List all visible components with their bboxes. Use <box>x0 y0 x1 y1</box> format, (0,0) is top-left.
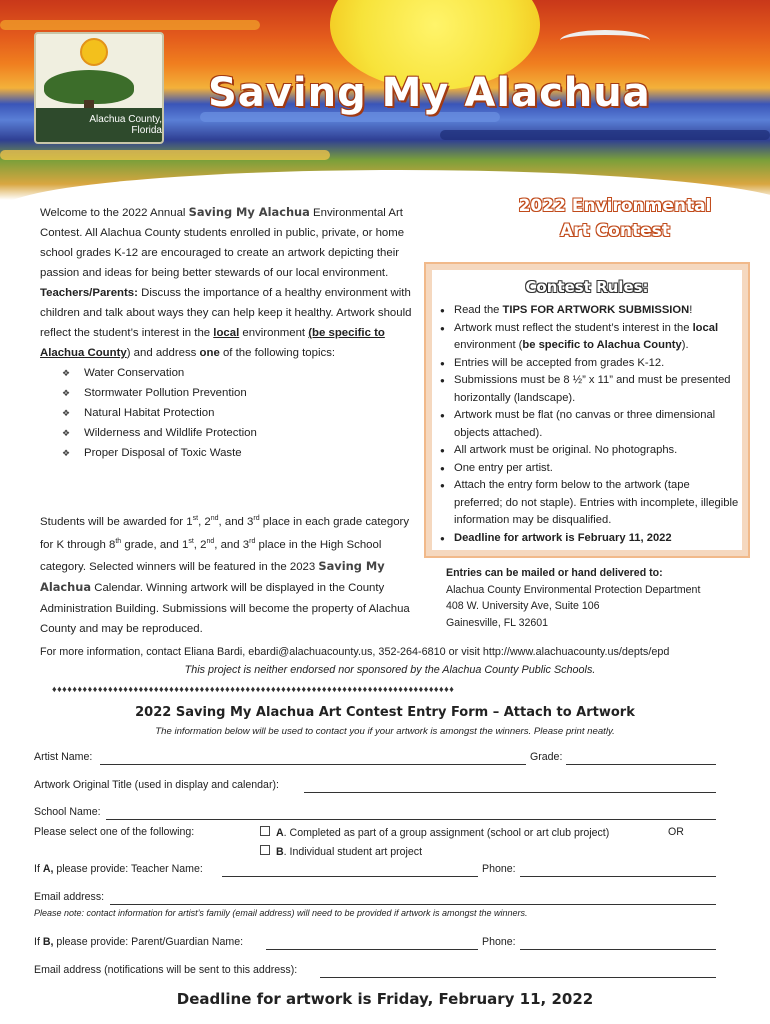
artwork-title-row <box>34 779 724 795</box>
rule-item: ● Entries will be accepted from grades K-12. <box>440 355 740 373</box>
contest-rules-box <box>424 262 750 558</box>
parent-row <box>34 936 724 952</box>
entry-form-title: 2022 Saving My Alachua Art Contest Entry Form – Attach to Artwork <box>135 705 635 720</box>
artist-name-label: Artist Name: <box>34 751 93 763</box>
address-line: Alachua County Environmental Protection Department <box>446 583 701 596</box>
mailing-address <box>446 565 746 631</box>
page-title: Saving My Alachua <box>208 70 651 116</box>
phone-label: Phone: <box>482 863 516 875</box>
grade-label: Grade: <box>530 751 563 763</box>
contest-heading-line2: Art Contest <box>560 221 670 241</box>
parent-label: If B, please provide: Parent/Guardian Name: <box>34 936 244 948</box>
address-line: Gainesville, FL 32601 <box>446 616 549 629</box>
email-label: Email address: <box>34 891 105 903</box>
artist-name-row <box>34 751 724 767</box>
teacher-row <box>34 863 724 879</box>
diamond-bullet-icon: ❖ <box>62 448 71 458</box>
county-logo <box>34 32 164 144</box>
paint-streak <box>440 130 770 140</box>
contest-rules-panel <box>432 270 742 550</box>
rules-title: Contest Rules: <box>525 278 649 296</box>
topic-item: ❖ Water Conservation <box>62 363 420 383</box>
teachers-label: Teachers/Parents: <box>40 287 138 299</box>
welcome-paragraph <box>40 202 420 283</box>
awards-paragraph: Students will be awarded for 1st, 2nd, and 3rd place in each grade category for K through 8th grade, and 1st, 2nd, and 3rd place in the High School category. Selected winners will be featured in the 2023 Saving My Alachua Calendar. Winning artwork will be displayed in the County Administration Building. Submissions will become the property of Alachua County and may be reproduced. <box>40 515 410 636</box>
topic-item: ❖ Wilderness and Wildlife Protection <box>62 423 420 443</box>
diamond-bullet-icon: ❖ <box>62 408 71 418</box>
diamond-divider: ♦♦♦♦♦♦♦♦♦♦♦♦♦♦♦♦♦♦♦♦♦♦♦♦♦♦♦♦♦♦♦♦♦♦♦♦♦♦♦♦♦♦♦♦♦♦♦♦♦♦♦♦♦♦♦♦♦♦♦♦♦♦♦♦♦♦♦♦♦♦♦♦♦♦♦♦♦♦♦ <box>52 684 455 694</box>
checkbox-icon[interactable] <box>260 826 270 836</box>
contact-info <box>40 643 740 679</box>
specific-emphasis: (be specific to Alachua County <box>40 327 385 359</box>
paint-streak <box>0 20 260 30</box>
email-row <box>34 891 724 907</box>
topics-text: of the following topics: <box>219 347 336 359</box>
address-line: 408 W. University Ave, Suite 106 <box>446 600 600 612</box>
environment-text: environment <box>239 327 309 339</box>
close-paren: ) <box>126 347 131 359</box>
entry-form-subtitle: The information below will be used to contact you if your artwork is amongst the winners. Please print neatly. <box>155 726 615 737</box>
contest-heading-line1: 2022 Environmental <box>518 196 712 216</box>
paint-streak <box>0 150 330 160</box>
topic-item: ❖ Proper Disposal of Toxic Waste <box>62 443 420 463</box>
grade-field[interactable] <box>566 751 716 765</box>
phone-label: Phone: <box>482 936 516 948</box>
rule-item: ● All artwork must be original. No photographs. <box>440 442 740 460</box>
logo-text-line2: Florida <box>131 125 162 136</box>
parent-email-field[interactable] <box>320 964 716 978</box>
local-emphasis: local <box>213 327 240 339</box>
rule-item: ● Submissions must be 8 ½” x 11” and must be presented horizontally (landscape). <box>440 372 740 407</box>
calendar-name: Saving My Alachua <box>40 558 385 595</box>
teacher-name-field[interactable] <box>222 863 478 877</box>
artist-name-field[interactable] <box>100 751 526 765</box>
diamond-bullet-icon: ❖ <box>62 368 71 378</box>
contact-note: Please note: contact information for artist’s family (email address) will need to be provided if artwork is amongst the winners. <box>34 908 528 918</box>
contest-heading <box>490 194 740 244</box>
option-a[interactable]: A. Completed as part of a group assignment (school or art club project) <box>260 826 609 839</box>
school-name-label: School Name: <box>34 806 101 818</box>
parent-email-row <box>34 964 724 980</box>
logo-tree-icon <box>44 70 134 104</box>
option-b[interactable]: B. Individual student art project <box>260 845 422 858</box>
parent-email-label: Email address (notifications will be sent to this address): <box>34 964 298 976</box>
parent-name-field[interactable] <box>266 936 478 950</box>
teacher-phone-field[interactable] <box>520 863 716 877</box>
rule-item: ● One entry per artist. <box>440 460 740 478</box>
logo-sun-icon <box>80 38 108 66</box>
or-label: OR <box>668 826 684 838</box>
teachers-paragraph <box>40 283 420 363</box>
diamond-bullet-icon: ❖ <box>62 388 71 398</box>
rules-list <box>440 302 740 547</box>
deadline-footer: Deadline for artwork is Friday, February 11, 2022 <box>176 990 594 1008</box>
disclaimer-text: This project is neither endorsed nor sponsored by the Alachua County Public Schools. <box>184 664 596 676</box>
welcome-text-rest: Environmental Art Contest. All Alachua County students enrolled in public, private, or home school grades K-12 are encouraged to create an artwork depicting their passion and ideas for being better stewards of our local environment. <box>40 207 405 279</box>
one-emphasis: one <box>199 347 220 359</box>
address-text: and address <box>130 347 200 359</box>
teacher-email-field[interactable] <box>110 891 716 905</box>
topic-item: ❖ Natural Habitat Protection <box>62 403 420 423</box>
rule-item-deadline: ● Deadline for artwork is February 11, 2022 <box>440 530 740 548</box>
select-label: Please select one of the following: <box>34 826 195 838</box>
topics-list <box>40 363 420 463</box>
teacher-label: If A, please provide: Teacher Name: <box>34 863 203 875</box>
contest-name: Saving My Alachua <box>188 205 310 219</box>
bird-illustration <box>560 30 650 51</box>
diamond-bullet-icon: ❖ <box>62 428 71 438</box>
rule-item: ● Artwork must be flat (no canvas or three dimensional objects attached). <box>440 407 740 442</box>
topic-item: ❖ Stormwater Pollution Prevention <box>62 383 420 403</box>
artwork-title-label: Artwork Original Title (used in display and calendar): <box>34 779 279 791</box>
mailing-heading: Entries can be mailed or hand delivered to: <box>446 567 663 579</box>
logo-text-line1: Alachua County, <box>89 114 162 125</box>
parent-phone-field[interactable] <box>520 936 716 950</box>
rule-item: ● Read the TIPS FOR ARTWORK SUBMISSION! <box>440 302 740 320</box>
rule-item: ● Artwork must reflect the student’s interest in the local environment (be specific to Alachua County). <box>440 320 740 355</box>
rule-item: ● Attach the entry form below to the artwork (tape preferred; do not staple). Entries with incomplete, illegible information may be disqualified. <box>440 477 740 530</box>
school-name-row <box>34 806 724 822</box>
checkbox-icon[interactable] <box>260 845 270 855</box>
school-name-field[interactable] <box>106 806 716 820</box>
teachers-text: Discuss the importance of a healthy environment with children and talk about ways they can help keep it healthy. Artwork should reflect the student’s interest in the <box>40 287 412 339</box>
artwork-title-field[interactable] <box>304 779 716 793</box>
welcome-text: Welcome to the 2022 Annual <box>40 207 189 219</box>
logo-text <box>76 114 162 136</box>
contact-text: For more information, contact Eliana Bardi, ebardi@alachuacounty.us, 352-264-6810 or visit http://www.alachuacounty.us/depts/epd <box>40 646 670 658</box>
intro-section <box>40 202 420 463</box>
